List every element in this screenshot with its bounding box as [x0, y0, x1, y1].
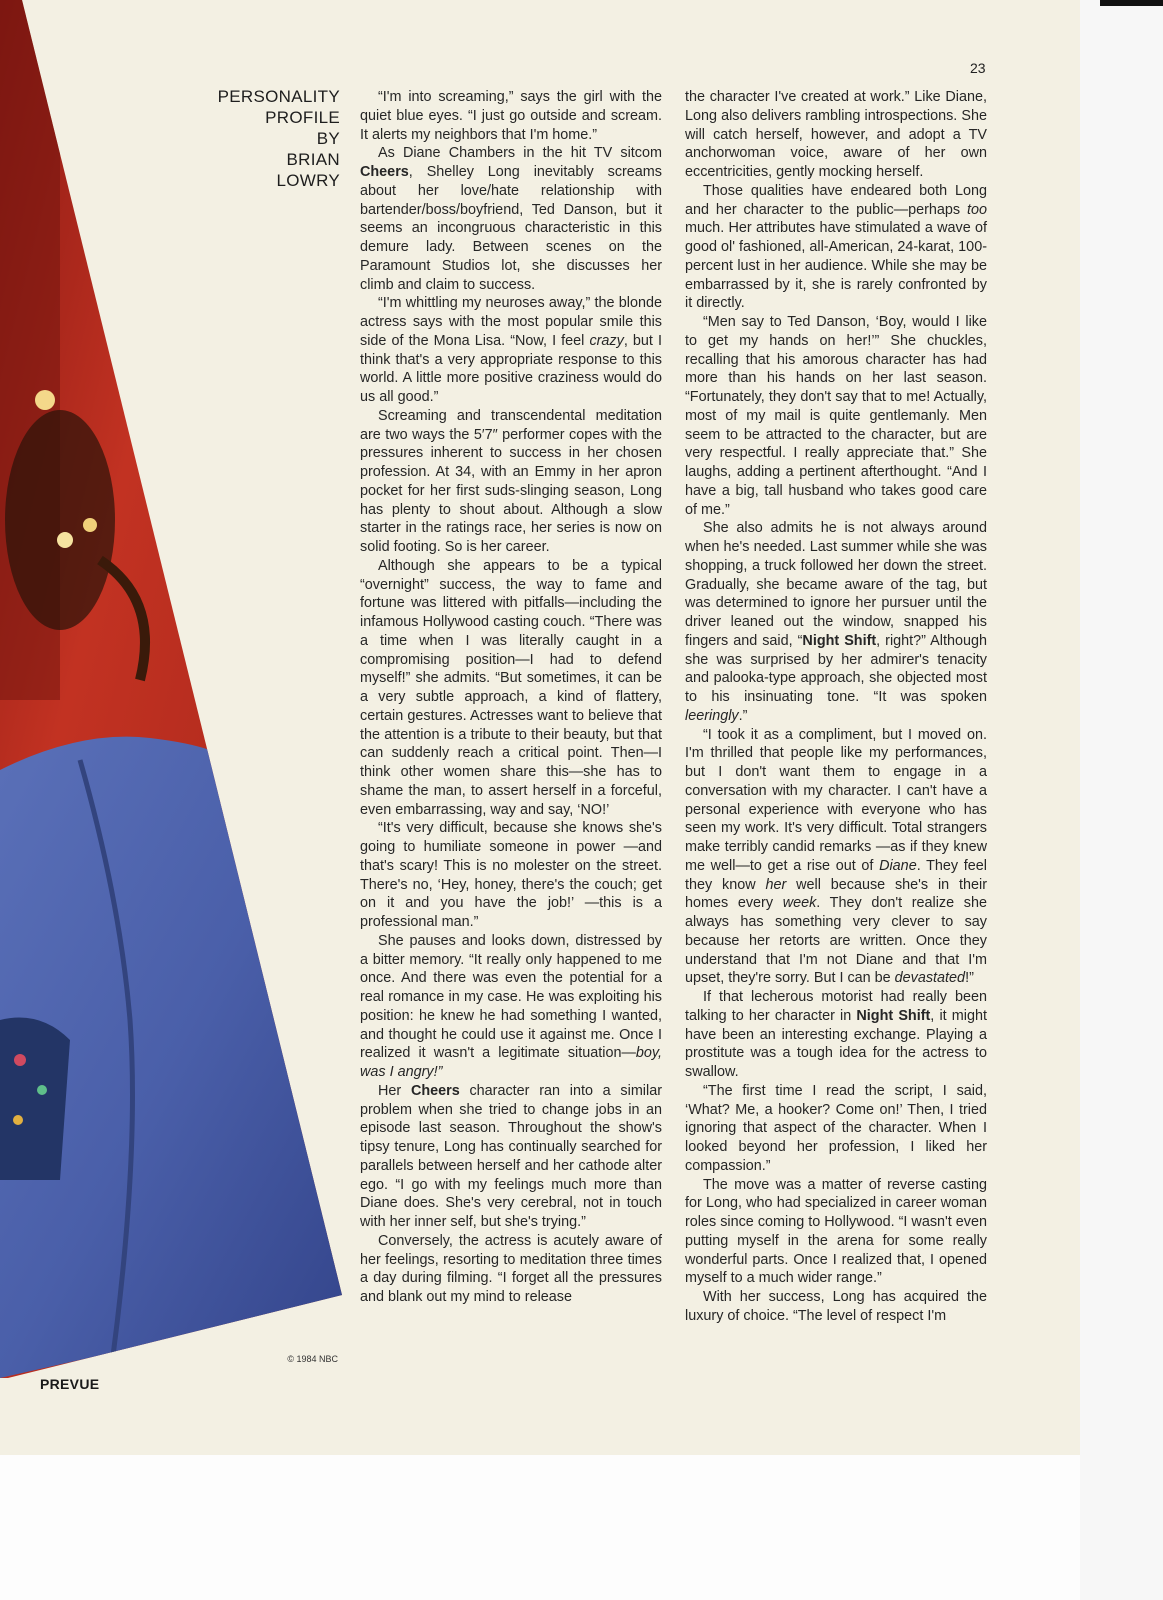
- paragraph-text: the character I've created at work.” Like Diane, Long also delivers rambling introspections. She will catch herself, however, and adopt a TV anchorwoman voice, aware of her own eccentricities, gently mocking herself.: [685, 89, 987, 180]
- paragraph-text: If that lecherous motorist had really been talking to her character in: [685, 989, 987, 1024]
- paragraph-text: , it might have been an interesting exchange. Playing a prostitute was a tough idea for the actress to swallow.: [685, 1007, 988, 1080]
- lamp-shadow: [5, 410, 115, 630]
- paragraph-text: “Men say to Ted Danson, ‘Boy, would I like to get my hands on her!’” She chuckles, recalling that his amorous character has had more than his hands on her last season. “Fortunately, they don't say that to me! Actually, most of my mail is quite gentlemanly. Men seem to be attracted to the character, but are very respectful. I really appreciate that.” She laughs, adding a pertinent afterthought. “And I have a big, tall husband who takes good care of me.”: [685, 314, 987, 518]
- paragraph-text: “It's very difficult, because she knows she's going to humiliate someone in power —and that's scary! This is no molester on the street. There's no, ‘Hey, honey, there's the couch; get on it and you have the job!’ —this is a professional man.”: [360, 820, 662, 930]
- article-paragraph: [685, 313, 987, 519]
- paragraph-text: Conversely, the actress is acutely aware of her feelings, resorting to meditation three times a day during filming. “I forget all the pressures and blank out my mind to release: [360, 1232, 662, 1305]
- article-paragraph: [360, 557, 662, 820]
- byline-line: PERSONALITY: [217, 87, 340, 106]
- article-paragraph: [685, 182, 987, 313]
- bold-title: Night Shift: [856, 1007, 931, 1024]
- italic-text: crazy: [589, 332, 624, 349]
- article-paragraph: [685, 519, 987, 725]
- paragraph-text: “I'm into screaming,” says the girl with the quiet blue eyes. “I just go outside and scream. It alerts my neighbors that I'm home.”: [360, 89, 662, 143]
- bold-title: Night Shift: [802, 632, 877, 649]
- article-paragraph: [360, 1232, 662, 1307]
- paragraph-text: character ran into a similar problem when she tried to change jobs in an episode last season. Throughout the show's tipsy tenure, Long has continually searched for parallels between herself and her cathode alter ego. “I go with my feelings much more than Diane does. She's very cerebral, not in touch with her inner self, but she's trying.”: [360, 1082, 662, 1230]
- byline-line: LOWRY: [276, 171, 340, 190]
- byline-line: BY: [316, 129, 340, 148]
- byline-line: BRIAN: [286, 150, 340, 169]
- article-paragraph: [685, 726, 987, 989]
- byline-line: PROFILE: [265, 108, 340, 127]
- paragraph-text: , Shelley Long inevitably screams about her love/hate relationship with bartender/boss/boyfriend, Ted Danson, but it seems an incongruous characteristic in this demure lady. Between scenes on the Paramount Studios lot, she discusses her climb and claim to success.: [360, 164, 662, 293]
- paragraph-text: Although she appears to be a typical “overnight” success, the way to fame and fortune was littered with pitfalls—including the infamous Hollywood casting couch. “There was a time when I was literally caught in a compromising position—I had to defend myself!” she admits. “But sometimes, it can be a very subtle approach, a kind of flattery, certain gestures. Actresses want to believe that the attention is a tribute to their beauty, but that can suddenly reach a critical point. Then—I think other women share this—she has to shame the man, to assert herself in a forceful, even embarrassing, way and say, ‘NO!’: [360, 557, 662, 818]
- article-paragraph: [360, 88, 662, 144]
- photo-credit: © 1984 NBC: [287, 1354, 338, 1364]
- paragraph-text: She pauses and looks down, distressed by a bitter memory. “It really only happened to me once. And there was even the potential for a real romance in my case. He was exploiting his position: he knew he had something I wanted, and thought he could use it against me. Once I realized it wasn't a legitimate situation—: [360, 932, 662, 1062]
- paragraph-text: “I'm whittling my neuroses away,” the blonde actress says with the most popular smile this side of the Mona Lisa. “Now, I feel: [360, 295, 662, 349]
- paragraph-text: Those qualities have endeared both Long and her character to the public—perhaps: [685, 182, 987, 218]
- page-number: 23: [970, 60, 986, 76]
- article-paragraph: [685, 1288, 987, 1326]
- article-paragraph: [360, 407, 662, 557]
- paragraph-text: “I took it as a compliment, but I moved on. I'm thrilled that people like my performances, but I don't want them to engage in a conversation with my character. I can't have a personal experience with everyone who has seen my work. It's very difficult. Total strangers make terribly candid remarks —as if they knew me well—to get a rise out of: [685, 726, 987, 874]
- italic-text: leeringly: [685, 707, 739, 724]
- paragraph-text: well because she's in their homes every: [685, 876, 987, 912]
- paragraph-text: , but I think that's a very appropriate response to this world. A little more positive craziness would do us all good.”: [360, 332, 662, 405]
- magazine-name: PREVUE: [40, 1376, 100, 1392]
- bold-title: Cheers: [410, 1082, 460, 1099]
- bold-title: Cheers: [360, 164, 409, 180]
- paragraph-text: Her: [378, 1082, 411, 1099]
- paragraph-text: . They don't realize she always has something very clever to say because her retorts are written. Once they understand that I'm not Diane and that I'm upset, they're sorry. But I can be: [685, 895, 987, 987]
- article-paragraph: [360, 932, 662, 1082]
- article-column-2: [685, 88, 987, 1326]
- italic-text: Diane: [879, 857, 917, 874]
- italic-text: boy, was I angry!”: [360, 1045, 662, 1080]
- paragraph-text: !”: [965, 970, 974, 987]
- paragraph-text: Screaming and transcendental meditation are two ways the 5′7″ performer copes with the pressures inherent to success in her chosen profession. At 34, with an Emmy in her apron pocket for her first suds-slinging season, Long has plenty to shout about. Although a slow starter in the ratings race, her series is now on solid footing. So is her career.: [360, 407, 662, 555]
- byline: [150, 86, 340, 191]
- article-paragraph: [685, 988, 987, 1082]
- scan-edge: [1100, 0, 1163, 6]
- paragraph-text: . They feel they know: [685, 857, 987, 893]
- photo-shelley-long: [0, 0, 345, 1380]
- paragraph-text: As Diane Chambers in the hit TV sitcom: [378, 145, 662, 162]
- scan-margin: [1080, 0, 1163, 1600]
- paragraph-text: “The first time I read the script, I said, ‘What? Me, a hooker? Come on!’ Then, I tried ignoring that aspect of the character. When I looked beyond her profession, I liked her compassion.”: [685, 1082, 987, 1174]
- article-paragraph: [360, 1082, 662, 1232]
- article-column-1: [360, 88, 662, 1307]
- italic-text: her: [765, 876, 787, 893]
- paragraph-text: With her success, Long has acquired the luxury of choice. “The level of respect I'm: [685, 1289, 987, 1324]
- article-paragraph: [360, 294, 662, 407]
- article-paragraph: [685, 1082, 987, 1176]
- paragraph-text: She also admits he is not always around when he's needed. Last summer while she was shopping, a truck followed her down the street. Gradually, she became aware of the tag, but was determined to ignore her pursuer until the driver leaned out the window, snapped his fingers and said, “: [685, 520, 987, 649]
- article-paragraph: [685, 1176, 987, 1289]
- article-paragraph: [360, 819, 662, 932]
- italic-text: too: [966, 201, 987, 218]
- article-paragraph: [360, 144, 662, 294]
- italic-text: week: [782, 895, 817, 912]
- pocket-square: [0, 1018, 70, 1181]
- lamp-light: [35, 390, 55, 410]
- paragraph-text: The move was a matter of reverse casting for Long, who had specialized in career woman roles since coming to Hollywood. “I wasn't even putting myself in the arena for some really wonderful parts. Once I realized that, I opened myself to a much wider range.”: [685, 1176, 987, 1287]
- paragraph-text: .”: [738, 707, 748, 724]
- paragraph-text: , right?” Although she was surprised by her admirer's tenacity and palooka-type approach, she objected most to his insinuating tone. “It was spoken: [685, 632, 987, 705]
- italic-text: devastated: [894, 970, 966, 987]
- paragraph-text: much. Her attributes have stimulated a wave of good ol' fashioned, all-American, 24-karat, 100-percent lust in her audience. While she may be embarrassed by it, she is rarely confronted by it directly.: [685, 220, 987, 312]
- article-paragraph: [685, 88, 987, 182]
